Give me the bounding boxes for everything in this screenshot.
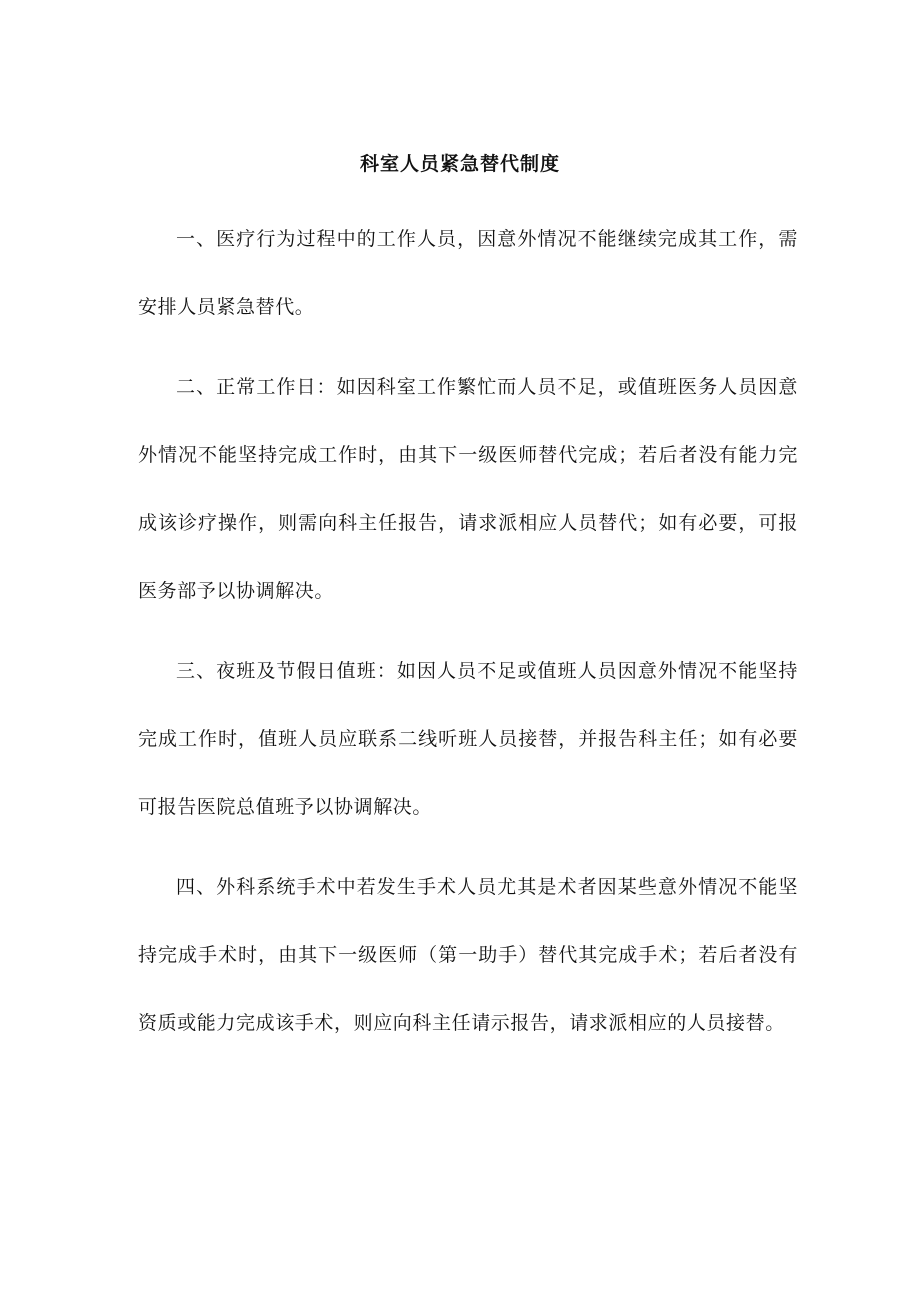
paragraph-1: 一、医疗行为过程中的工作人员，因意外情况不能继续完成其工作，需安排人员紧急替代。 — [138, 228, 798, 318]
paragraph-4: 四、外科系统手术中若发生手术人员尤其是术者因某些意外情况不能坚持完成手术时，由其下一级医师（第一助手）替代其完成手术；若后者没有资质或能力完成该手术，则应向科主任请示报告，请求派相应的人员接替。 — [138, 876, 798, 1034]
paragraph-3: 三、夜班及节假日值班：如因人员不足或值班人员因意外情况不能坚持完成工作时，值班人员应联系二线听班人员接替，并报告科主任；如有必要可报告医院总值班予以协调解决。 — [138, 660, 798, 818]
paragraph-2: 二、正常工作日：如因科室工作繁忙而人员不足，或值班医务人员因意外情况不能坚持完成工作时，由其下一级医师替代完成；若后者没有能力完成该诊疗操作，则需向科主任报告，请求派相应人员替代；如有必要，可报医务部予以协调解决。 — [138, 376, 798, 602]
document-title: 科室人员紧急替代制度 — [359, 153, 560, 175]
